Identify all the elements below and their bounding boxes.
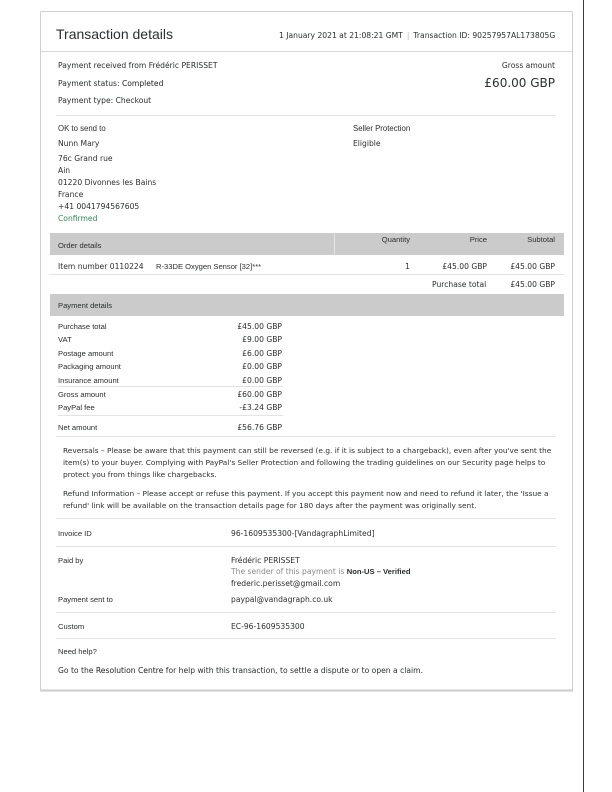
received-from: Payment received from Frédéric PERISSET bbox=[58, 61, 218, 70]
paid-by-name: Frédéric PERISSET bbox=[231, 556, 300, 565]
address-line: France bbox=[58, 190, 84, 199]
payment-row-label: Purchase total bbox=[58, 322, 107, 331]
column-subtotal: Subtotal bbox=[527, 235, 555, 244]
header-separator: | bbox=[406, 31, 410, 40]
paid-by-email[interactable]: frederic.perisset@gmail.com bbox=[231, 579, 341, 588]
paid-by-label: Paid by bbox=[58, 556, 84, 565]
reversals-notice: Reversals – Please be aware that this payment can still be reversed (e.g. if it is subject to a chargeback), even after you've sent the item(s) to your buyer. Complying with PayPal's Seller Protection and following the trading guidelines on our Security page helps to protect you from things like chargebacks. bbox=[63, 446, 552, 479]
sent-to-divider bbox=[56, 612, 556, 613]
help-prefix: Go to the bbox=[58, 666, 94, 675]
sender-note-prefix: The sender of this payment is bbox=[231, 567, 345, 576]
custom-divider bbox=[56, 638, 556, 639]
refund-notice: Refund Information – Please accept or refuse this payment. If you accept this payment now and need to refund it later, the 'Issue a refund' link will be available on the transaction details page for 180 days after the payment was originally sent. bbox=[63, 489, 549, 510]
gross-amount-label: Gross amount bbox=[501, 61, 555, 70]
payment-row-label: Insurance amount bbox=[58, 376, 119, 385]
purchase-total-value: £45.00 GBP bbox=[510, 280, 555, 289]
transaction-id[interactable]: 90257957AL173805G bbox=[472, 31, 556, 40]
invoice-divider bbox=[56, 546, 556, 547]
item-price: £45.00 GBP bbox=[442, 262, 487, 271]
payment-row-label: Packaging amount bbox=[58, 362, 121, 371]
transaction-id-label: Transaction ID: bbox=[413, 31, 470, 40]
net-amount-value: £56.76 GBP bbox=[237, 423, 282, 432]
payment-subtotal-divider bbox=[58, 386, 283, 387]
order-header-divider bbox=[334, 233, 335, 255]
payment-row-label: Gross amount bbox=[58, 390, 106, 399]
page-title: Transaction details bbox=[56, 26, 173, 42]
item-subtotal: £45.00 GBP bbox=[510, 262, 555, 271]
custom-value: EC-96-1609535300 bbox=[231, 622, 305, 631]
purchase-total-label: Purchase total bbox=[432, 280, 487, 289]
payment-row-label: Postage amount bbox=[58, 349, 114, 358]
payment-type bbox=[58, 96, 151, 105]
gross-amount-value: £60.00 GBP bbox=[484, 76, 555, 90]
seller-protection-value: Eligible bbox=[353, 139, 381, 148]
sender-verification-note bbox=[231, 567, 410, 576]
payment-row-value: -£3.24 GBP bbox=[239, 403, 282, 412]
payment-row-label: VAT bbox=[58, 335, 72, 344]
payment-status-value: Completed bbox=[121, 79, 164, 88]
payment-section-divider bbox=[56, 436, 556, 437]
payment-row-value: £9.00 GBP bbox=[242, 335, 282, 344]
item-name[interactable]: R-33DE Oxygen Sensor [32]*** bbox=[156, 262, 262, 271]
help-text bbox=[58, 666, 423, 675]
recipient-phone: +41 0041794567605 bbox=[58, 202, 140, 211]
transaction-card bbox=[40, 11, 573, 691]
help-title: Need help? bbox=[58, 647, 97, 656]
payment-status bbox=[58, 79, 163, 88]
ok-to-send-label: OK to send to bbox=[58, 124, 106, 133]
summary-divider bbox=[56, 115, 556, 116]
column-price: Price bbox=[469, 235, 487, 244]
payment-row-value: £0.00 GBP bbox=[242, 376, 282, 385]
payment-type-label: Payment type: bbox=[58, 96, 114, 105]
address-status-badge: Confirmed bbox=[58, 214, 98, 223]
item-number: Item number 0110224 bbox=[58, 262, 144, 271]
invoice-id-value: 96-1609535300-[VandagraphLimited] bbox=[231, 529, 375, 538]
custom-label: Custom bbox=[58, 622, 85, 631]
address-line: 76c Grand rue bbox=[58, 154, 113, 163]
payment-row-value: £0.00 GBP bbox=[242, 362, 282, 371]
seller-protection-label: Seller Protection bbox=[353, 124, 411, 133]
resolution-centre-link[interactable]: Resolution Centre bbox=[95, 666, 164, 675]
payment-status-label: Payment status: bbox=[58, 79, 120, 88]
payment-row-value: £45.00 GBP bbox=[237, 322, 282, 331]
payment-row-label: PayPal fee bbox=[58, 403, 95, 412]
header-meta bbox=[279, 31, 555, 40]
sender-status: Non-US – Verified bbox=[346, 567, 411, 576]
order-row-divider bbox=[50, 274, 564, 275]
column-quantity: Quantity bbox=[381, 235, 410, 244]
help-suffix: for help with this transaction, to settle a dispute or to open a claim. bbox=[165, 666, 423, 675]
address-line: Ain bbox=[58, 166, 71, 175]
payment-details-header bbox=[50, 294, 564, 316]
payment-sent-to-label: Payment sent to bbox=[58, 595, 113, 604]
recipient-name: Nunn Mary bbox=[58, 139, 100, 148]
payment-net-divider bbox=[58, 415, 283, 416]
page-edge-line bbox=[583, 0, 584, 792]
header-divider bbox=[41, 51, 572, 52]
item-quantity: 1 bbox=[405, 262, 410, 271]
transaction-datetime: 1 January 2021 at 21:08:21 GMT bbox=[279, 31, 403, 40]
payment-details-title: Payment details bbox=[58, 301, 113, 310]
payment-row-value: £60.00 GBP bbox=[237, 390, 282, 399]
net-amount-label: Net amount bbox=[58, 423, 98, 432]
order-details-title: Order details bbox=[58, 241, 102, 250]
address-line: 01220 Divonnes les Bains bbox=[58, 178, 157, 187]
payment-sent-to-value[interactable]: paypal@vandagraph.co.uk bbox=[231, 595, 333, 604]
invoice-id-label: Invoice ID bbox=[58, 529, 92, 538]
notices-divider bbox=[56, 518, 556, 519]
payment-row-value: £6.00 GBP bbox=[242, 349, 282, 358]
payment-type-value: Checkout bbox=[115, 96, 152, 105]
